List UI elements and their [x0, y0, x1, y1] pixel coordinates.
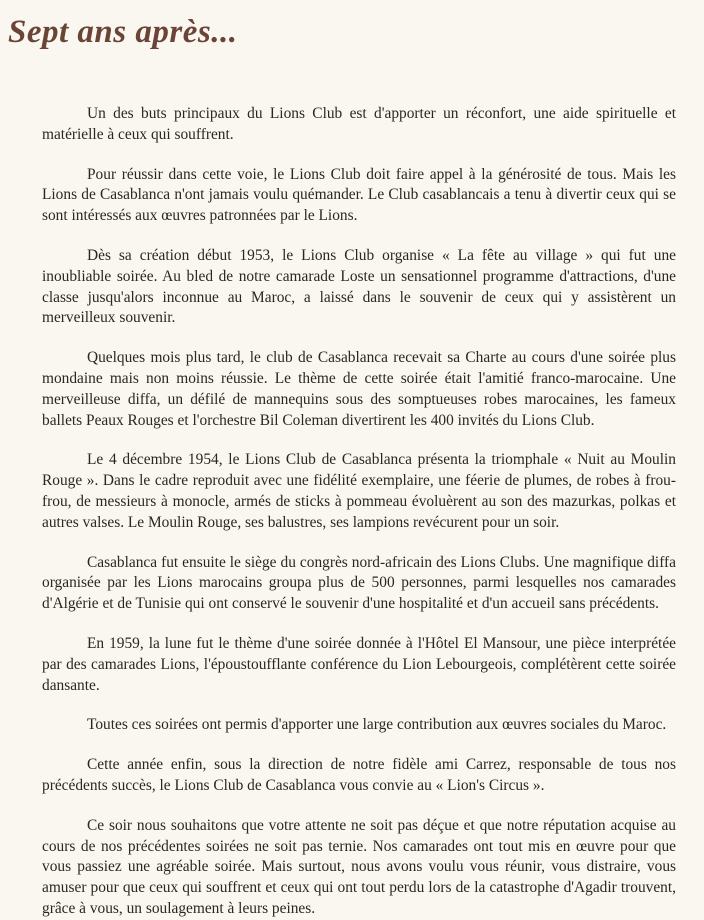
- paragraph-9: Cette année enfin, sous la direction de notre fidèle ami Carrez, responsable de tous nos précédents succès, le Lions Club de Casablanca vous convie au « Lion's Circus ».: [42, 756, 676, 794]
- paragraph-3: Dès sa création début 1953, le Lions Club organise « La fête au village » qui fut une inoubliable soirée. Au bled de notre camarade Loste un sensationnel programme d'attractions, d'une classe jusqu'alors inconnue au Maroc, a laissé dans le souvenir de ceux qui y assistèrent un merveilleux souvenir.: [42, 246, 676, 327]
- paragraph-7: En 1959, la lune fut le thème d'une soirée donnée à l'Hôtel El Mansour, une pièce interprétée par des camarades Lions, l'époustoufflante conférence du Lion Lebourgeois, complétèrent cette soirée dansante.: [42, 634, 676, 694]
- paragraph-6: Casablanca fut ensuite le siège du congrès nord-africain des Lions Clubs. Une magnifique diffa organisée par les Lions marocains groupa plus de 500 personnes, parmi lesquelles nos camarades d'Algérie et de Tunisie qui ont conservé le souvenir d'une hospitalité et d'un accueil sans précédents.: [42, 553, 676, 613]
- paragraph-5: Le 4 décembre 1954, le Lions Club de Casablanca présenta la triomphale « Nuit au Moulin Rouge ». Dans le cadre reproduit avec une fidélité exemplaire, une féerie de plumes, de robes à frou-frou, de messieurs à monocle, armés de sticks à pommeau évoluèrent au son des mazurkas, polkas et autres valses. Le Moulin Rouge, ses balustres, ses lampions revécurent pour un soir.: [42, 451, 676, 531]
- article-body: [42, 104, 676, 920]
- paragraph-10: Ce soir nous souhaitons que votre attente ne soit pas déçue et que notre réputation acquise au cours de nos précédentes soirées ne soit pas ternie. Nos camarades ont tout mis en œuvre pour que vous passiez une agréable soirée. Mais surtout, nous avons voulu vous réunir, vous distraire, vous amuser pour que ceux qui souffrent et ceux qui ont tout perdu lors de la catastrophe d'Agadir trouvent, grâce à vous, un soulagement à leurs peines.: [42, 816, 676, 917]
- paragraph-4: Quelques mois plus tard, le club de Casablanca recevait sa Charte au cours d'une soirée plus mondaine mais non moins réussie. Le thème de cette soirée était l'amitié franco-marocaine. Une merveilleuse diffa, un défilé de mannequins sous des somptueuses robes marocaines, les fameux ballets Peaux Rouges et l'orchestre Bil Coleman divertirent les 400 invités du Lions Club.: [42, 349, 676, 429]
- paragraph-2: Pour réussir dans cette voie, le Lions Club doit faire appel à la générosité de tous. Mais les Lions de Casablanca n'ont jamais voulu quémander. Le Club casablancais a tenu à divertir ceux qui se sont intéressés aux œuvres patronnées par le Lions.: [42, 165, 676, 225]
- page-title: Sept ans après...: [8, 14, 238, 50]
- paragraph-8: Toutes ces soirées ont permis d'apporter une large contribution aux œuvres sociales du Maroc.: [87, 716, 667, 734]
- paragraph-1: Un des buts principaux du Lions Club est d'apporter un réconfort, une aide spirituelle et matérielle à ceux qui souffrent.: [42, 105, 676, 143]
